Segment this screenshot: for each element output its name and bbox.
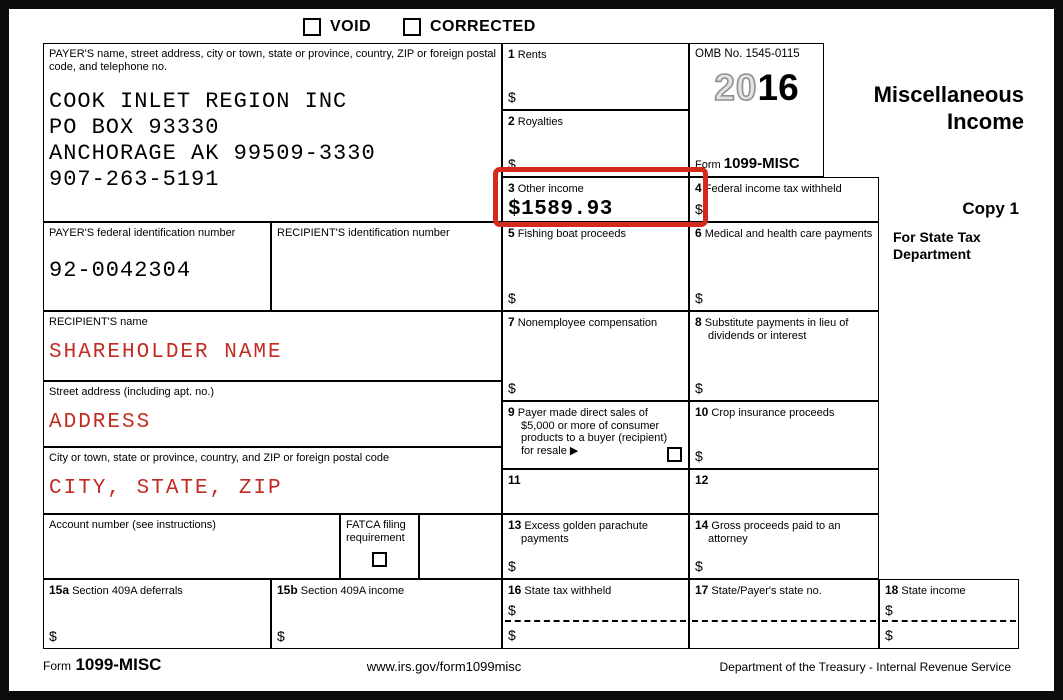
box-15a-409a-deferrals: [43, 579, 271, 649]
copy-number: Copy 1: [962, 199, 1019, 218]
box-15b-number: 15b: [277, 583, 298, 597]
box-17-state-payer-number: [689, 579, 879, 649]
box-10-label: Crop insurance proceeds: [711, 407, 835, 419]
box-18-label: State income: [901, 585, 966, 597]
tax-year-prefix: 20: [714, 67, 758, 109]
dashed-divider: [505, 620, 686, 622]
top-checkbox-row: [9, 18, 1054, 42]
box-14-amount: $: [695, 557, 703, 574]
box-5-amount: $: [508, 289, 516, 306]
street-address-box: [43, 381, 502, 447]
box-13-amount: $: [508, 557, 516, 574]
footer-irs-url: www.irs.gov/form1099misc: [366, 659, 522, 674]
payer-info-box: [43, 43, 502, 222]
box-9-direct-sales: [502, 401, 689, 469]
box-7-label: Nonemployee compensation: [517, 317, 658, 329]
box-15b-409a-income: [271, 579, 502, 649]
corrected-checkbox-group: [403, 18, 536, 36]
box-2-amount: $: [508, 155, 516, 172]
tax-year: [695, 69, 818, 107]
box-13-golden-parachute: [502, 514, 689, 579]
box-14-label: Gross proceeds paid to an attorney: [708, 520, 841, 545]
box-9-number: 9: [508, 405, 515, 419]
void-checkbox-group: [303, 18, 371, 36]
city-state-zip-label: City or town, state or province, country, and ZIP or foreign postal code: [49, 452, 390, 464]
box-12-number: 12: [695, 473, 709, 487]
box-15b-label: Section 409A income: [300, 585, 405, 597]
box-18-amount-1: $: [885, 602, 893, 618]
payer-name-address: [49, 89, 496, 193]
box-18-amount-2: $: [885, 626, 893, 643]
void-checkbox[interactable]: [303, 18, 321, 36]
recipient-name-box: [43, 311, 502, 381]
box-7-amount: $: [508, 379, 516, 396]
box-15a-number: 15a: [49, 583, 70, 597]
copy-block: [881, 199, 1021, 263]
box-15b-amount: $: [277, 627, 285, 644]
payer-name: COOK INLET REGION INC: [49, 89, 348, 115]
box-5-fishing-boat: [502, 222, 689, 311]
payer-phone: 907-263-5191: [49, 167, 220, 193]
payer-address-line2: ANCHORAGE AK 99509-3330: [49, 141, 376, 167]
fatca-box: [340, 514, 419, 579]
box-7-number: 7: [508, 315, 515, 329]
box-6-amount: $: [695, 289, 703, 306]
recipient-name-label: RECIPIENT'S name: [49, 316, 148, 328]
box-16-amount-1: $: [508, 602, 516, 618]
omb-year-cell: [689, 43, 824, 177]
box-10-amount: $: [695, 447, 703, 464]
box-10-number: 10: [695, 405, 709, 419]
blank-cell: [419, 514, 502, 579]
box-13-label: Excess golden parachute payments: [521, 520, 648, 545]
account-number-label: Account number (see instructions): [49, 519, 216, 531]
box-18-number: 18: [885, 583, 899, 597]
box-1-number: 1: [508, 47, 515, 61]
footer-form-number: 1099-MISC: [75, 655, 162, 674]
fatca-checkbox[interactable]: [372, 552, 387, 567]
box-4-label: Federal income tax withheld: [704, 183, 842, 195]
box-4-number: 4: [695, 181, 702, 195]
payer-address-line1: PO BOX 93330: [49, 115, 220, 141]
form-number: 1099-MISC: [723, 154, 800, 172]
footer-department: Department of the Treasury - Internal Revenue Service: [719, 660, 1011, 674]
box-16-state-tax-withheld: [502, 579, 689, 649]
omb-number: OMB No. 1545-0115: [695, 48, 800, 60]
box-14-number: 14: [695, 518, 709, 532]
box-6-number: 6: [695, 226, 702, 240]
box-3-amount: $1589.93: [508, 197, 613, 221]
box-8-number: 8: [695, 315, 702, 329]
box-10-crop-insurance: [689, 401, 879, 469]
box-4-federal-tax-withheld: [689, 177, 879, 222]
box-9-checkbox[interactable]: [667, 447, 682, 462]
box-4-amount: $: [695, 200, 703, 217]
box-9-label: Payer made direct sales of $5,000 or more of consumer products to a buyer (recipient) for resale ▶: [517, 407, 668, 458]
box-11-number: 11: [508, 473, 521, 487]
box-5-label: Fishing boat proceeds: [517, 228, 626, 240]
box-1-amount: $: [508, 88, 516, 105]
box-8-label: Substitute payments in lieu of dividends or interest: [704, 317, 849, 342]
form-word: Form: [695, 158, 721, 171]
footer-form-word: Form: [43, 659, 71, 673]
box-3-number: 3: [508, 181, 515, 195]
street-address-label: Street address (including apt. no.): [49, 386, 215, 398]
city-state-zip-value: CITY, STATE, ZIP: [49, 476, 283, 500]
box-15a-amount: $: [49, 627, 57, 644]
box-1-label: Rents: [517, 49, 547, 61]
box-3-label: Other income: [517, 183, 584, 195]
box-6-medical-payments: [689, 222, 879, 311]
box-8-substitute-payments: [689, 311, 879, 401]
box-7-nonemployee-comp: [502, 311, 689, 401]
payer-info-label: PAYER'S name, street address, city or town, state or province, country, ZIP or foreign postal code, and telephone no.: [49, 48, 496, 73]
payer-fed-id-label: PAYER'S federal identification number: [49, 227, 236, 239]
form-number-header: [695, 155, 800, 172]
corrected-checkbox[interactable]: [403, 18, 421, 36]
payer-fed-id-box: [43, 222, 271, 311]
dashed-divider: [882, 620, 1016, 622]
payer-fed-id-value: 92-0042304: [49, 257, 192, 283]
copy-for: For State Tax Department: [893, 229, 981, 262]
street-address-value: ADDRESS: [49, 410, 152, 434]
box-3-other-income: [502, 177, 689, 222]
box-5-number: 5: [508, 226, 515, 240]
dashed-divider: [692, 620, 876, 622]
recipient-name-value: SHAREHOLDER NAME: [49, 340, 283, 364]
box-2-label: Royalties: [517, 116, 563, 128]
fatca-label: FATCA filing requirement: [346, 519, 406, 544]
box-16-number: 16: [508, 583, 522, 597]
box-11: [502, 469, 689, 514]
account-number-box: [43, 514, 340, 579]
box-16-amount-2: $: [508, 626, 516, 643]
box-15a-label: Section 409A deferrals: [72, 585, 183, 597]
box-12: [689, 469, 879, 514]
form-title: Miscellaneous Income: [873, 82, 1024, 134]
recipient-id-label: RECIPIENT'S identification number: [277, 227, 450, 239]
box-17-label: State/Payer's state no.: [711, 585, 822, 597]
box-16-label: State tax withheld: [524, 585, 612, 597]
tax-year-suffix: 16: [757, 67, 799, 109]
box-13-number: 13: [508, 518, 522, 532]
recipient-id-box: [271, 222, 502, 311]
box-8-amount: $: [695, 379, 703, 396]
box-18-state-income: [879, 579, 1019, 649]
box-6-label: Medical and health care payments: [704, 228, 873, 240]
box-14-attorney-proceeds: [689, 514, 879, 579]
city-state-zip-box: [43, 447, 502, 514]
box-1-rents: [502, 43, 689, 110]
void-label: VOID: [330, 18, 372, 35]
box-2-royalties: [502, 110, 689, 177]
footer-form-id: [43, 655, 161, 675]
corrected-label: CORRECTED: [430, 18, 536, 35]
box-2-number: 2: [508, 114, 515, 128]
box-17-number: 17: [695, 583, 709, 597]
